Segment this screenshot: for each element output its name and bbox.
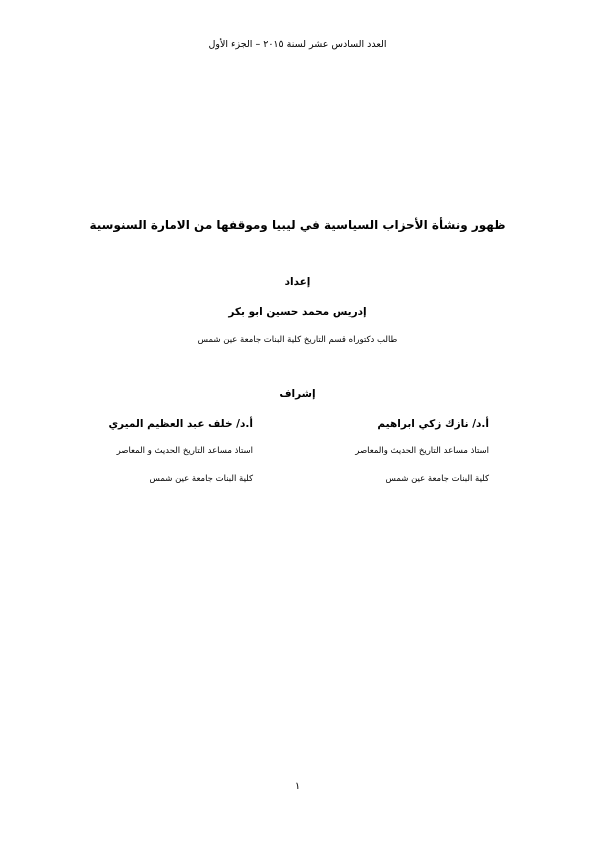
supervisor-role: استاذ مساعد التاريخ الحديث والمعاصر [355, 446, 489, 456]
supervisor-name: أ.د/ نازك زكي ابراهيم [377, 418, 489, 430]
prepared-by-label: إعداد [284, 276, 311, 288]
supervisor-role: استاذ مساعد التاريخ الحديث و المعاصر [116, 446, 253, 456]
page-number: ١ [294, 781, 301, 792]
supervisor-affiliation: كلية البنات جامعة عين شمس [385, 474, 489, 484]
author-name: إدريس محمد حسين ابو بكر [228, 306, 367, 318]
supervision-label: إشراف [279, 388, 316, 400]
author-role: طالب دكتوراه قسم التاريخ كلية البنات جامعة عين شمس [197, 335, 398, 345]
supervisor-name: أ.د/ خلف عبد العظيم الميري [108, 418, 253, 430]
running-header: العدد السادس عشر لسنة ٢٠١٥ – الجزء الأول [208, 39, 387, 50]
paper-title: ظهور ونشأة الأحزاب السياسية في ليبيا وموقفها من الامارة السنوسية [89, 218, 506, 232]
supervisor-affiliation: كلية البنات جامعة عين شمس [149, 474, 253, 484]
